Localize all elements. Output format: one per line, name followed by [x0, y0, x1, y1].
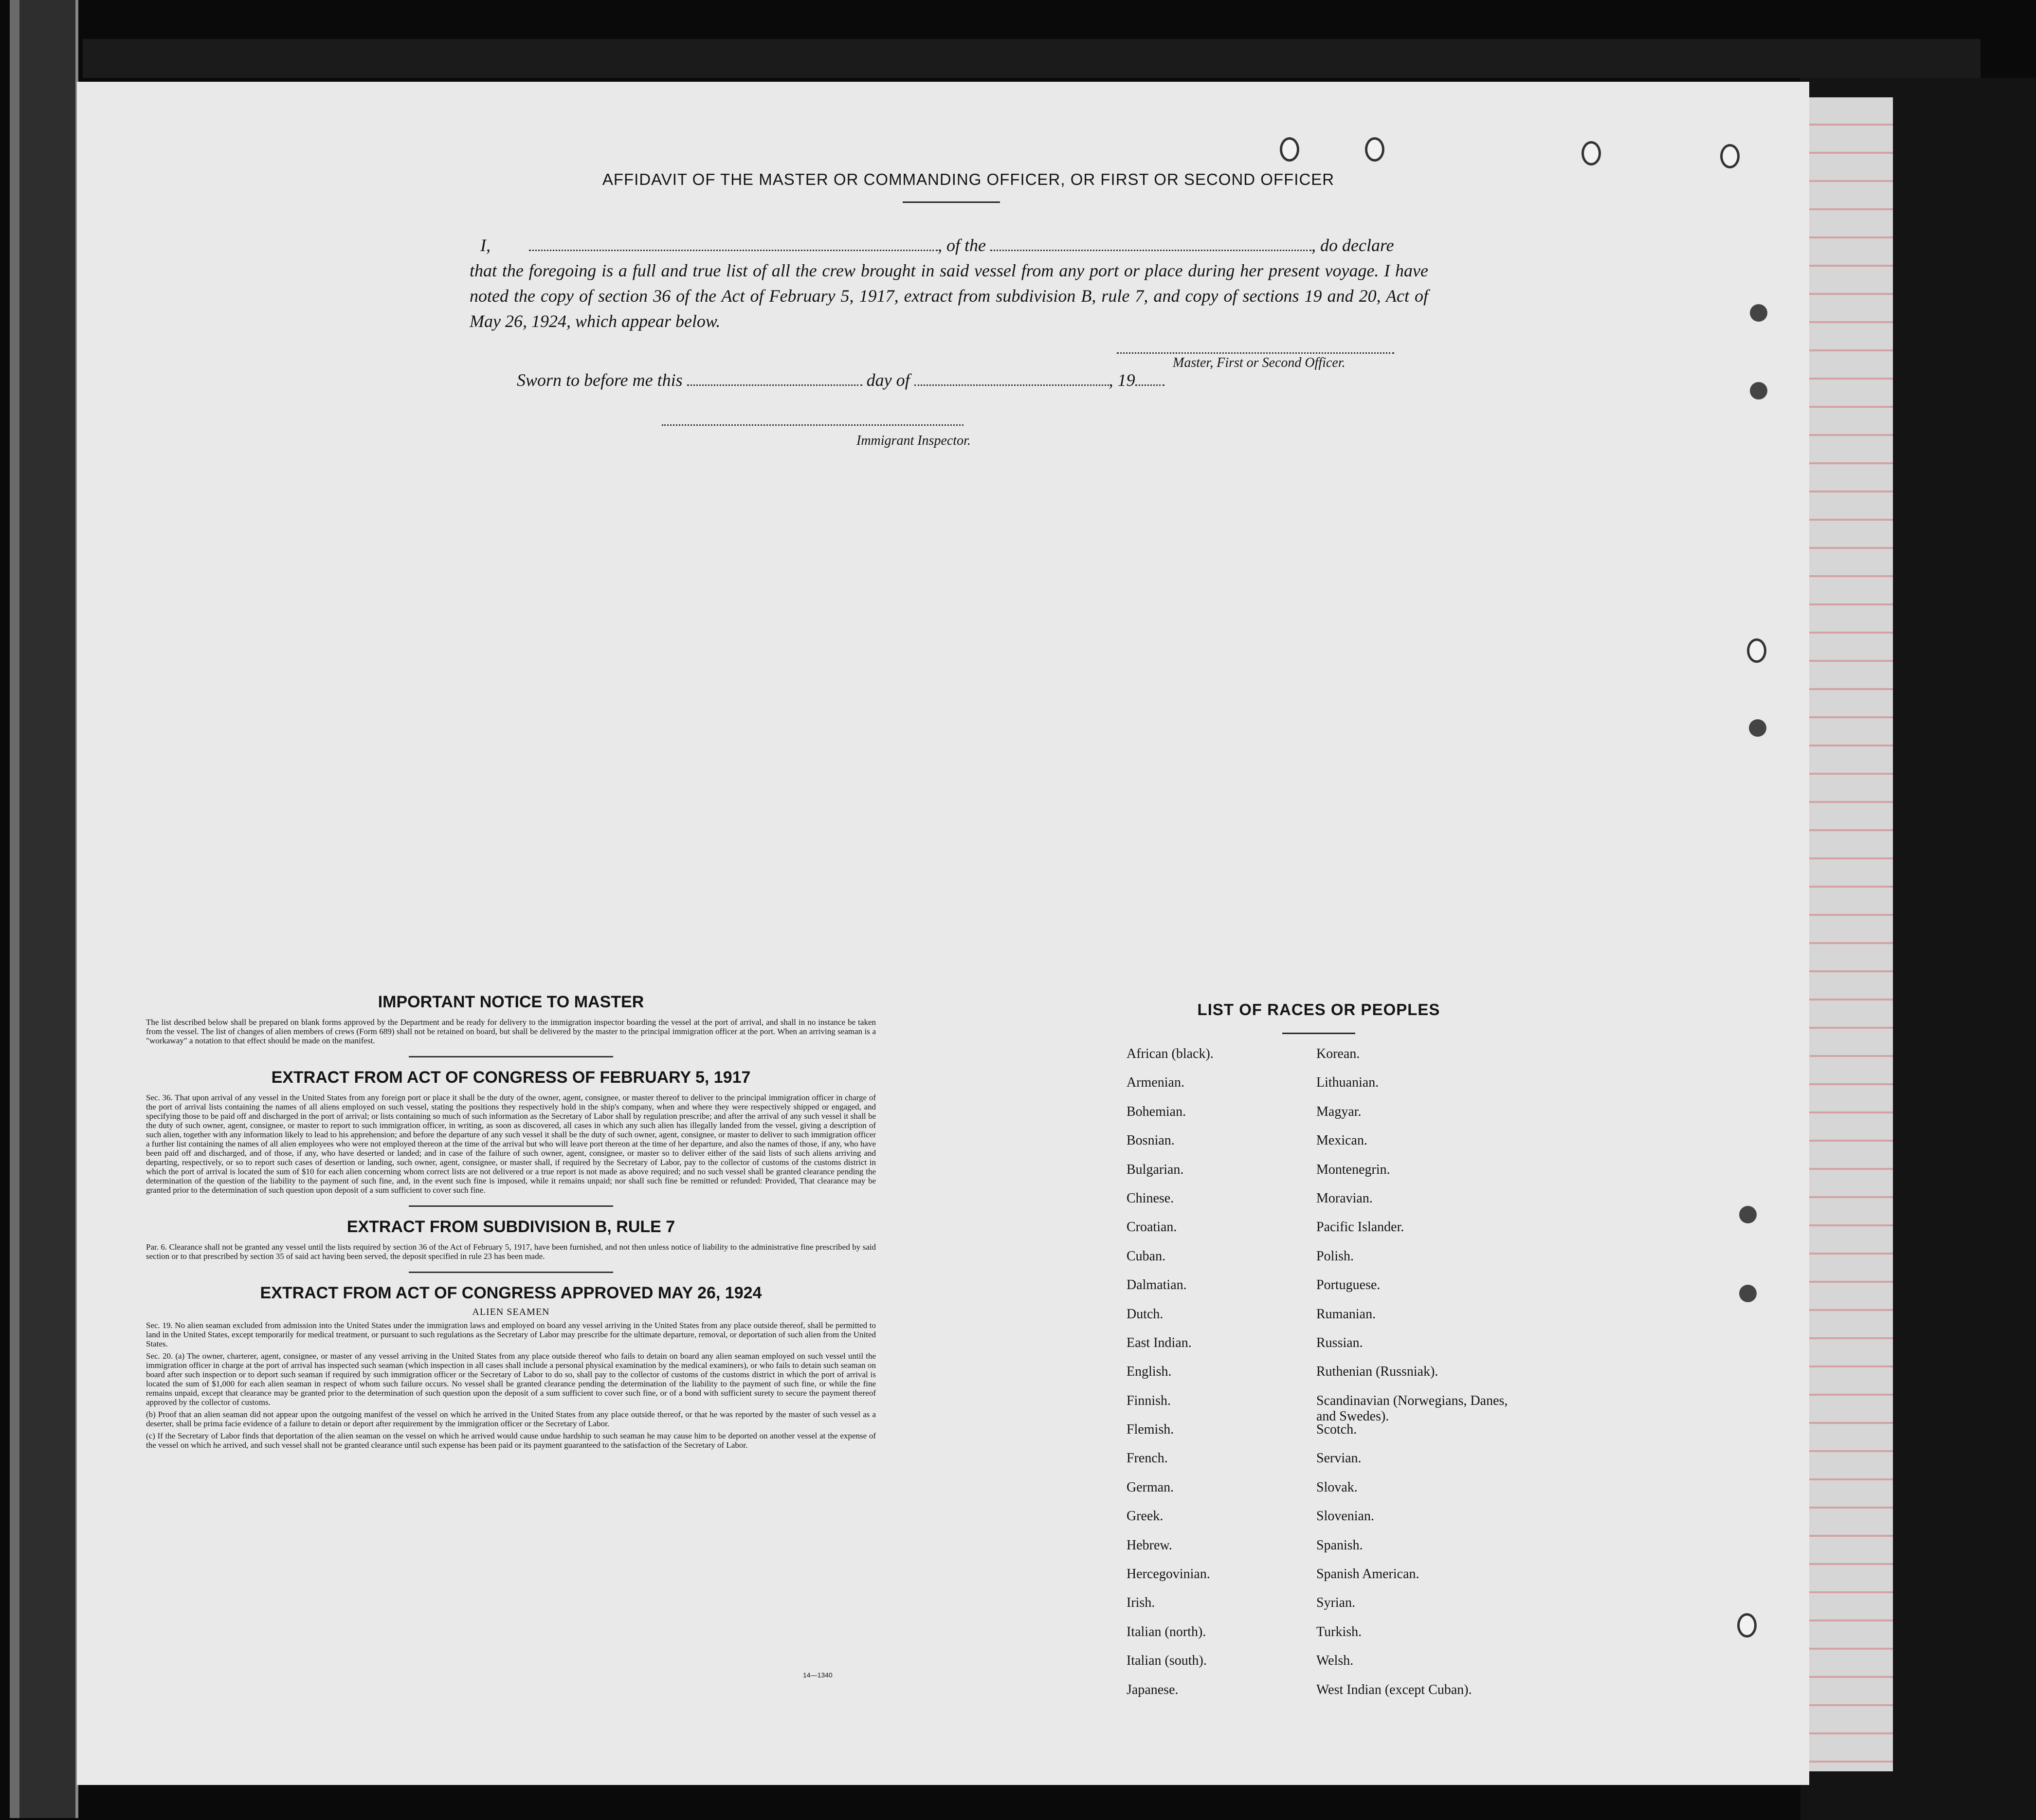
- sworn-year-label: , 19: [1109, 370, 1135, 390]
- sworn-label: Sworn to before me this: [517, 370, 683, 390]
- race-item: Turkish.: [1316, 1624, 1362, 1639]
- race-item: Korean.: [1316, 1046, 1360, 1061]
- sec19-text: Sec. 19. No alien seaman excluded from admission into the United States under the immigration laws and employed on board any vessel arriving in the United States from any place outside thereof, shall be permitted to land in the United States, except temporarily for medical treatment, or pursuant to such regulations as the Secretary of Labor may prescribe for the ultimate departure, removal, or deportation of such alien from the United States.: [146, 1321, 876, 1348]
- binder-hole: [1747, 638, 1766, 663]
- inspector-signature-line[interactable]: [662, 424, 963, 426]
- extract-1924-heading: EXTRACT FROM ACT OF CONGRESS APPROVED MAY 26, 1924: [260, 1284, 762, 1302]
- sworn-day-blank[interactable]: [687, 371, 862, 386]
- race-item: Bulgarian.: [1127, 1162, 1184, 1177]
- extract-rule7-heading: EXTRACT FROM SUBDIVISION B, RULE 7: [346, 1218, 675, 1236]
- binder-hole: [1739, 1285, 1757, 1302]
- binder-hole: [1582, 141, 1601, 165]
- binder-hole: [1739, 1206, 1757, 1223]
- race-item: Ruthenian (Russniak).: [1316, 1364, 1438, 1380]
- race-item: French.: [1127, 1451, 1168, 1466]
- race-item: Hercegovinian.: [1127, 1566, 1210, 1582]
- declaration-of-the: , of the: [938, 236, 986, 255]
- inspector-caption: Immigrant Inspector.: [856, 433, 971, 448]
- scan-edge-strip: [19, 0, 78, 1818]
- document-page: [77, 82, 1809, 1785]
- race-item: Magyar.: [1316, 1104, 1362, 1119]
- binder-hole: [1720, 144, 1740, 168]
- race-item: Welsh.: [1316, 1653, 1354, 1669]
- extract-rule7-text: Par. 6. Clearance shall not be granted any vessel until the lists required by section 36 of the Act of February 5, 1917, have been furnished, and not then unless notice of liability to the administrative fine prescribed by said section or to that prescribed by section 35 of said act having been served, the deposit specified in rule 23 has been made.: [146, 1242, 876, 1261]
- race-item: Chinese.: [1127, 1190, 1174, 1206]
- race-item: Slovenian.: [1316, 1509, 1374, 1524]
- sec20a-text: Sec. 20. (a) The owner, charterer, agent, consignee, or master of any vessel arriving in the United States from any place outside thereof who fails to detain on board any alien seaman employed on such vessel until the immigration officer in charge at the port of arrival has inspected such seaman (which inspection in all cases shall include a personal physical examination by the medical examiners), or who fails to detain such seaman on board after such inspection or to deport such seaman if required by such immigration officer or the Secretary of Labor to do so, shall pay to the collector of customs of the customs district in which the port of arrival is located the sum of $1,000 for each alien seaman in respect of whom such failure occurs. No vessel shall be granted clearance pending the determination of the liability to the payment of such fine, or while the fine remains unpaid, except that clearance may be granted prior to the determination of such question upon the deposit of a sum sufficient to cover such fine, or of a bond with sufficient surety to secure the payment thereof approved by the collector of customs.: [146, 1351, 876, 1407]
- master-signature-caption: Master, First or Second Officer.: [1173, 355, 1345, 370]
- race-item: Servian.: [1316, 1451, 1362, 1466]
- notice-column: [146, 993, 876, 1450]
- title-rule: [903, 201, 1000, 203]
- race-item: West Indian (except Cuban).: [1316, 1682, 1472, 1697]
- race-item: Bohemian.: [1127, 1104, 1186, 1119]
- race-item: Spanish.: [1316, 1537, 1363, 1553]
- affidavit-title: AFFIDAVIT OF THE MASTER OR COMMANDING OFFICER, OR FIRST OR SECOND OFFICER: [602, 170, 1335, 188]
- race-item: Greek.: [1127, 1509, 1163, 1524]
- race-item: Dutch.: [1127, 1306, 1163, 1322]
- race-item: Scandinavian (Norwegians, Danes, and Swedes).: [1316, 1393, 1508, 1424]
- race-item: Polish.: [1316, 1248, 1354, 1264]
- sec20b-text: (b) Proof that an alien seaman did not appear upon the outgoing manifest of the vessel on which he arrived in the United States from any place outside thereof, or that he was reported by the master of such vessel as a deserter, shall be prima facie evidence of a failure to detain or deport after requirement by the immigration officer or the Secretary of Labor.: [146, 1410, 876, 1428]
- scan-edge: [10, 0, 19, 1818]
- notice-heading: IMPORTANT NOTICE TO MASTER: [378, 993, 644, 1011]
- race-item: Lithuanian.: [1316, 1075, 1379, 1091]
- declaration-do-declare: , do declare: [1311, 236, 1394, 255]
- race-item: Spanish American.: [1316, 1566, 1419, 1582]
- binder-hole: [1749, 719, 1766, 737]
- form-number: 14—1340: [803, 1671, 833, 1679]
- master-signature-line[interactable]: [1117, 352, 1394, 354]
- race-item: Croatian.: [1127, 1219, 1177, 1235]
- race-item: Flemish.: [1127, 1422, 1174, 1438]
- binder-hole: [1365, 137, 1384, 162]
- binder-hole: [1750, 382, 1767, 400]
- race-item: Bosnian.: [1127, 1133, 1175, 1148]
- race-item: Italian (north).: [1127, 1624, 1206, 1639]
- race-item: East Indian.: [1127, 1335, 1192, 1350]
- vessel-blank[interactable]: [990, 236, 1311, 251]
- race-item: Moravian.: [1316, 1190, 1373, 1206]
- sec20c-text: (c) If the Secretary of Labor finds that deportation of the alien seaman on the vessel on which he arrived would cause undue hardship to such seaman he may cause him to be deported on another vessel at the expense of the vessel on which he arrived, and such vessel shall not be granted clearance until such expense has been paid or its payment guaranteed to the satisfaction of the Secretary of Labor.: [146, 1431, 876, 1450]
- race-item: Cuban.: [1127, 1248, 1166, 1264]
- races-column-2: [1316, 1046, 1511, 1711]
- section-rule: [409, 1272, 613, 1273]
- ledger-page-edge: [1800, 97, 1893, 1771]
- race-item: Slovak.: [1316, 1479, 1358, 1495]
- sworn-month-blank[interactable]: [914, 371, 1109, 386]
- extract-1917-text: Sec. 36. That upon arrival of any vessel in the United States from any foreign port or place it shall be the duty of the owner, agent, consignee, or master thereof to deliver to the principal immigration officer in charge of the port of arrival lists containing the names of all aliens employed on such vessel, stating the positions they respectively hold in the ship's company, when and where they were respectively shipped or engaged, and specifying those to be paid off and discharged in the port of arrival; or lists containing so much of such information as the Secretary of Labor shall by regulation prescribe; and after the arrival of any such vessel it shall be the duty of such owner, agent, consignee, or master to report to such immigration officer, in writing, as soon as discovered, all cases in which any such alien has illegally landed from the vessel, giving a description of such alien, together with any information likely to lead to his apprehension; and before the departure of any such vessel it shall be the duty of such owner, agent, consignee, or master to deliver to such immigration officer a further list containing the names of all alien employees who were not employed thereon at the time of the arrival but who will leave port thereon at the time of her departure, and also the names of those, if any, who have been paid off and discharged, and of those, if any, who have deserted or landed; and in case of the failure of such owner, agent, consignee, or master so to deliver either of the said lists of such aliens arriving and departing, respectively, or so to report such cases of desertion or landing, such owner, agent, consignee, or master shall, if required by the Secretary of Labor, pay to the collector of customs of the customs district in which the port of arrival is located the sum of $10 for each alien concerning whom correct lists are not delivered or a true report is not made as above required; and no such vessel shall be granted clearance pending the determination of the question of the liability to the payment of such fine, and, in the event such fine is imposed, while it remains unpaid; nor shall such fine be remitted or refunded: Provided, That clearance may be granted prior to the determination of such question upon deposit of a sum sufficient to cover such fine.: [146, 1093, 876, 1195]
- extract-1917-heading: EXTRACT FROM ACT OF CONGRESS OF FEBRUARY 5, 1917: [271, 1068, 751, 1087]
- race-item: Scotch.: [1316, 1422, 1357, 1438]
- race-item: Italian (south).: [1127, 1653, 1207, 1669]
- race-item: Japanese.: [1127, 1682, 1179, 1697]
- name-blank[interactable]: [529, 236, 938, 251]
- binder-hole: [1750, 304, 1767, 322]
- section-rule: [409, 1056, 613, 1057]
- alien-seamen-subheading: ALIEN SEAMEN: [472, 1307, 550, 1317]
- race-item: Russian.: [1316, 1335, 1363, 1350]
- race-item: Mexican.: [1316, 1133, 1367, 1148]
- scan-top-border: [83, 39, 1981, 78]
- declaration-i: I,: [480, 236, 491, 255]
- notice-text: The list described below shall be prepared on blank forms approved by the Department and be ready for delivery to the immigration inspector boarding the vessel at the port of arrival, and shall in no instance be taken from the vessel. The list of changes of alien members of crews (Form 689) shall not be retained on board, but shall be delivered by the master to the principal immigration officer at the port. When an arriving seaman is a "workaway" a notation to that effect should be made on the manifest.: [146, 1018, 876, 1045]
- race-item: Dalmatian.: [1127, 1277, 1187, 1293]
- race-item: Portuguese.: [1316, 1277, 1381, 1293]
- sworn-statement: [517, 370, 1164, 390]
- race-item: Montenegrin.: [1316, 1162, 1390, 1177]
- declaration-body: that the foregoing is a full and true list of all the crew brought in said vessel from any port or place during her present voyage. I have noted the copy of section 36 of the Act of February 5, 1917, extract from subdivision B, rule 7, and copy of sections 19 and 20, Act of May 26, 1924, which appear below.: [470, 261, 1428, 331]
- binder-hole: [1280, 137, 1299, 162]
- races-column-1: [1127, 1046, 1321, 1711]
- affidavit-declaration: [470, 233, 1428, 334]
- race-item: Syrian.: [1316, 1595, 1356, 1611]
- sworn-year-blank[interactable]: [1135, 371, 1164, 386]
- declaration-line: [470, 233, 1428, 258]
- race-item: Rumanian.: [1316, 1306, 1376, 1322]
- race-item: Irish.: [1127, 1595, 1155, 1611]
- race-item: Finnish.: [1127, 1393, 1171, 1408]
- race-item: English.: [1127, 1364, 1172, 1380]
- race-item: German.: [1127, 1479, 1174, 1495]
- section-rule: [409, 1205, 613, 1207]
- sworn-day-of: day of: [866, 370, 910, 390]
- race-item: African (black).: [1127, 1046, 1214, 1061]
- race-item: Hebrew.: [1127, 1537, 1172, 1553]
- binder-hole: [1737, 1613, 1757, 1638]
- race-item: Pacific Islander.: [1316, 1219, 1404, 1235]
- races-heading: LIST OF RACES OR PEOPLES: [1197, 1001, 1440, 1019]
- races-rule: [1282, 1033, 1355, 1034]
- race-item: Armenian.: [1127, 1075, 1184, 1091]
